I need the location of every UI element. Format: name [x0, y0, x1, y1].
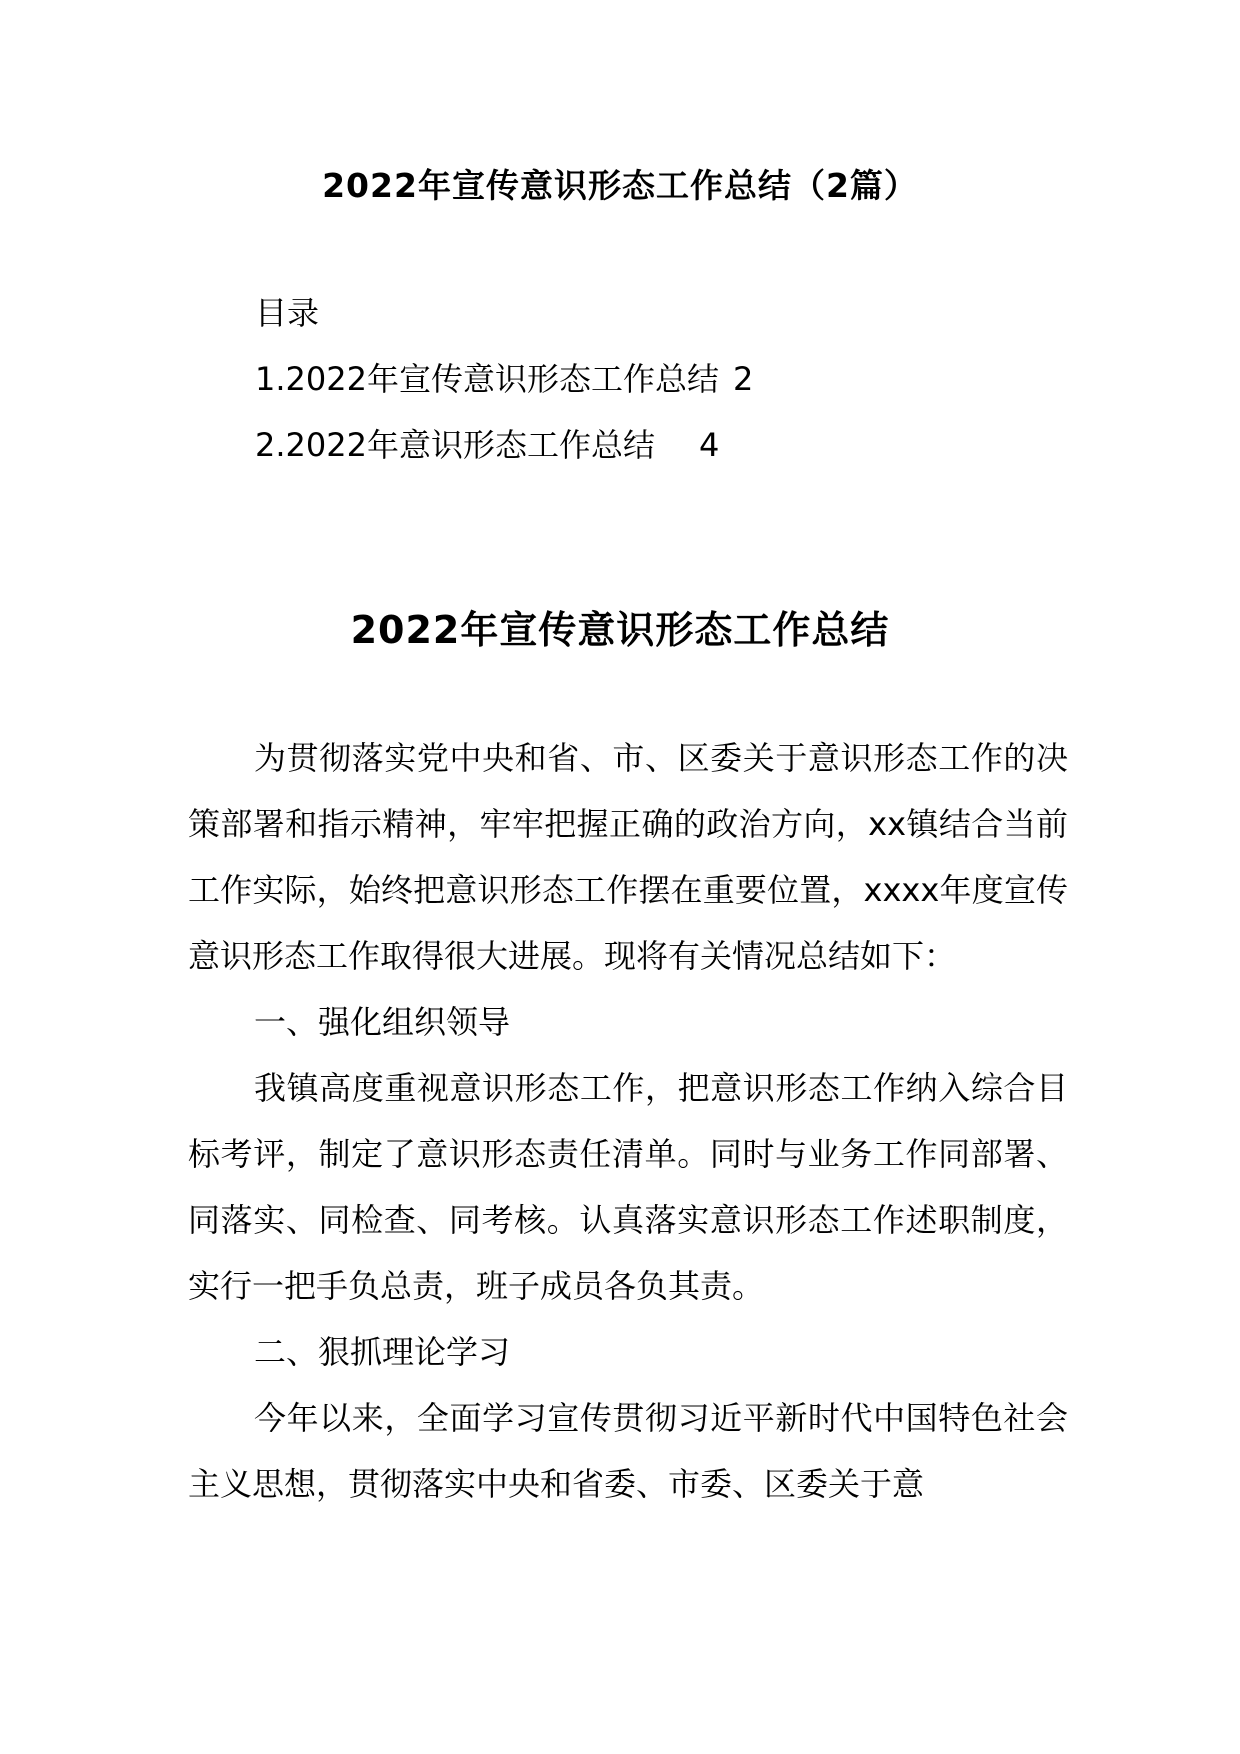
- section-title: 2022年宣传意识形态工作总结: [350, 608, 890, 652]
- toc-item-label: 2.2022年意识形态工作总结: [255, 426, 655, 464]
- document-title: 2022年宣传意识形态工作总结（2篇）: [322, 166, 918, 205]
- toc-item-label: 1.2022年宣传意识形态工作总结: [255, 360, 719, 398]
- intro-paragraph: 为贯彻落实党中央和省、市、区委关于意识形态工作的决策部署和指示精神，牢牢把握正确的政治方向，xx镇结合当前工作实际，始终把意识形态工作摆在重要位置，xxxx年度宣传意识形态工作取得很大进展。现将有关情况总结如下：: [188, 739, 1068, 975]
- toc-item-page: 2: [732, 360, 754, 398]
- paragraph-1: 我镇高度重视意识形态工作，把意识形态工作纳入综合目标考评，制定了意识形态责任清单。同时与业务工作同部署、同落实、同检查、同考核。认真落实意识形态工作述职制度，实行一把手负总责，班子成员各负其责。: [188, 1069, 1068, 1305]
- toc-item-2[interactable]: [255, 412, 1055, 478]
- table-of-contents: [255, 280, 1055, 478]
- paragraph-2: 今年以来，全面学习宣传贯彻习近平新时代中国特色社会主义思想，贯彻落实中央和省委、市委、区委关于意: [188, 1399, 1068, 1503]
- toc-heading: 目录: [255, 294, 320, 332]
- toc-item-1[interactable]: [255, 346, 1055, 412]
- subheading-1: 一、强化组织领导: [254, 1003, 511, 1041]
- section-body: [188, 725, 1068, 1517]
- toc-item-page: 4: [698, 426, 720, 464]
- subheading-2: 二、狠抓理论学习: [254, 1333, 511, 1371]
